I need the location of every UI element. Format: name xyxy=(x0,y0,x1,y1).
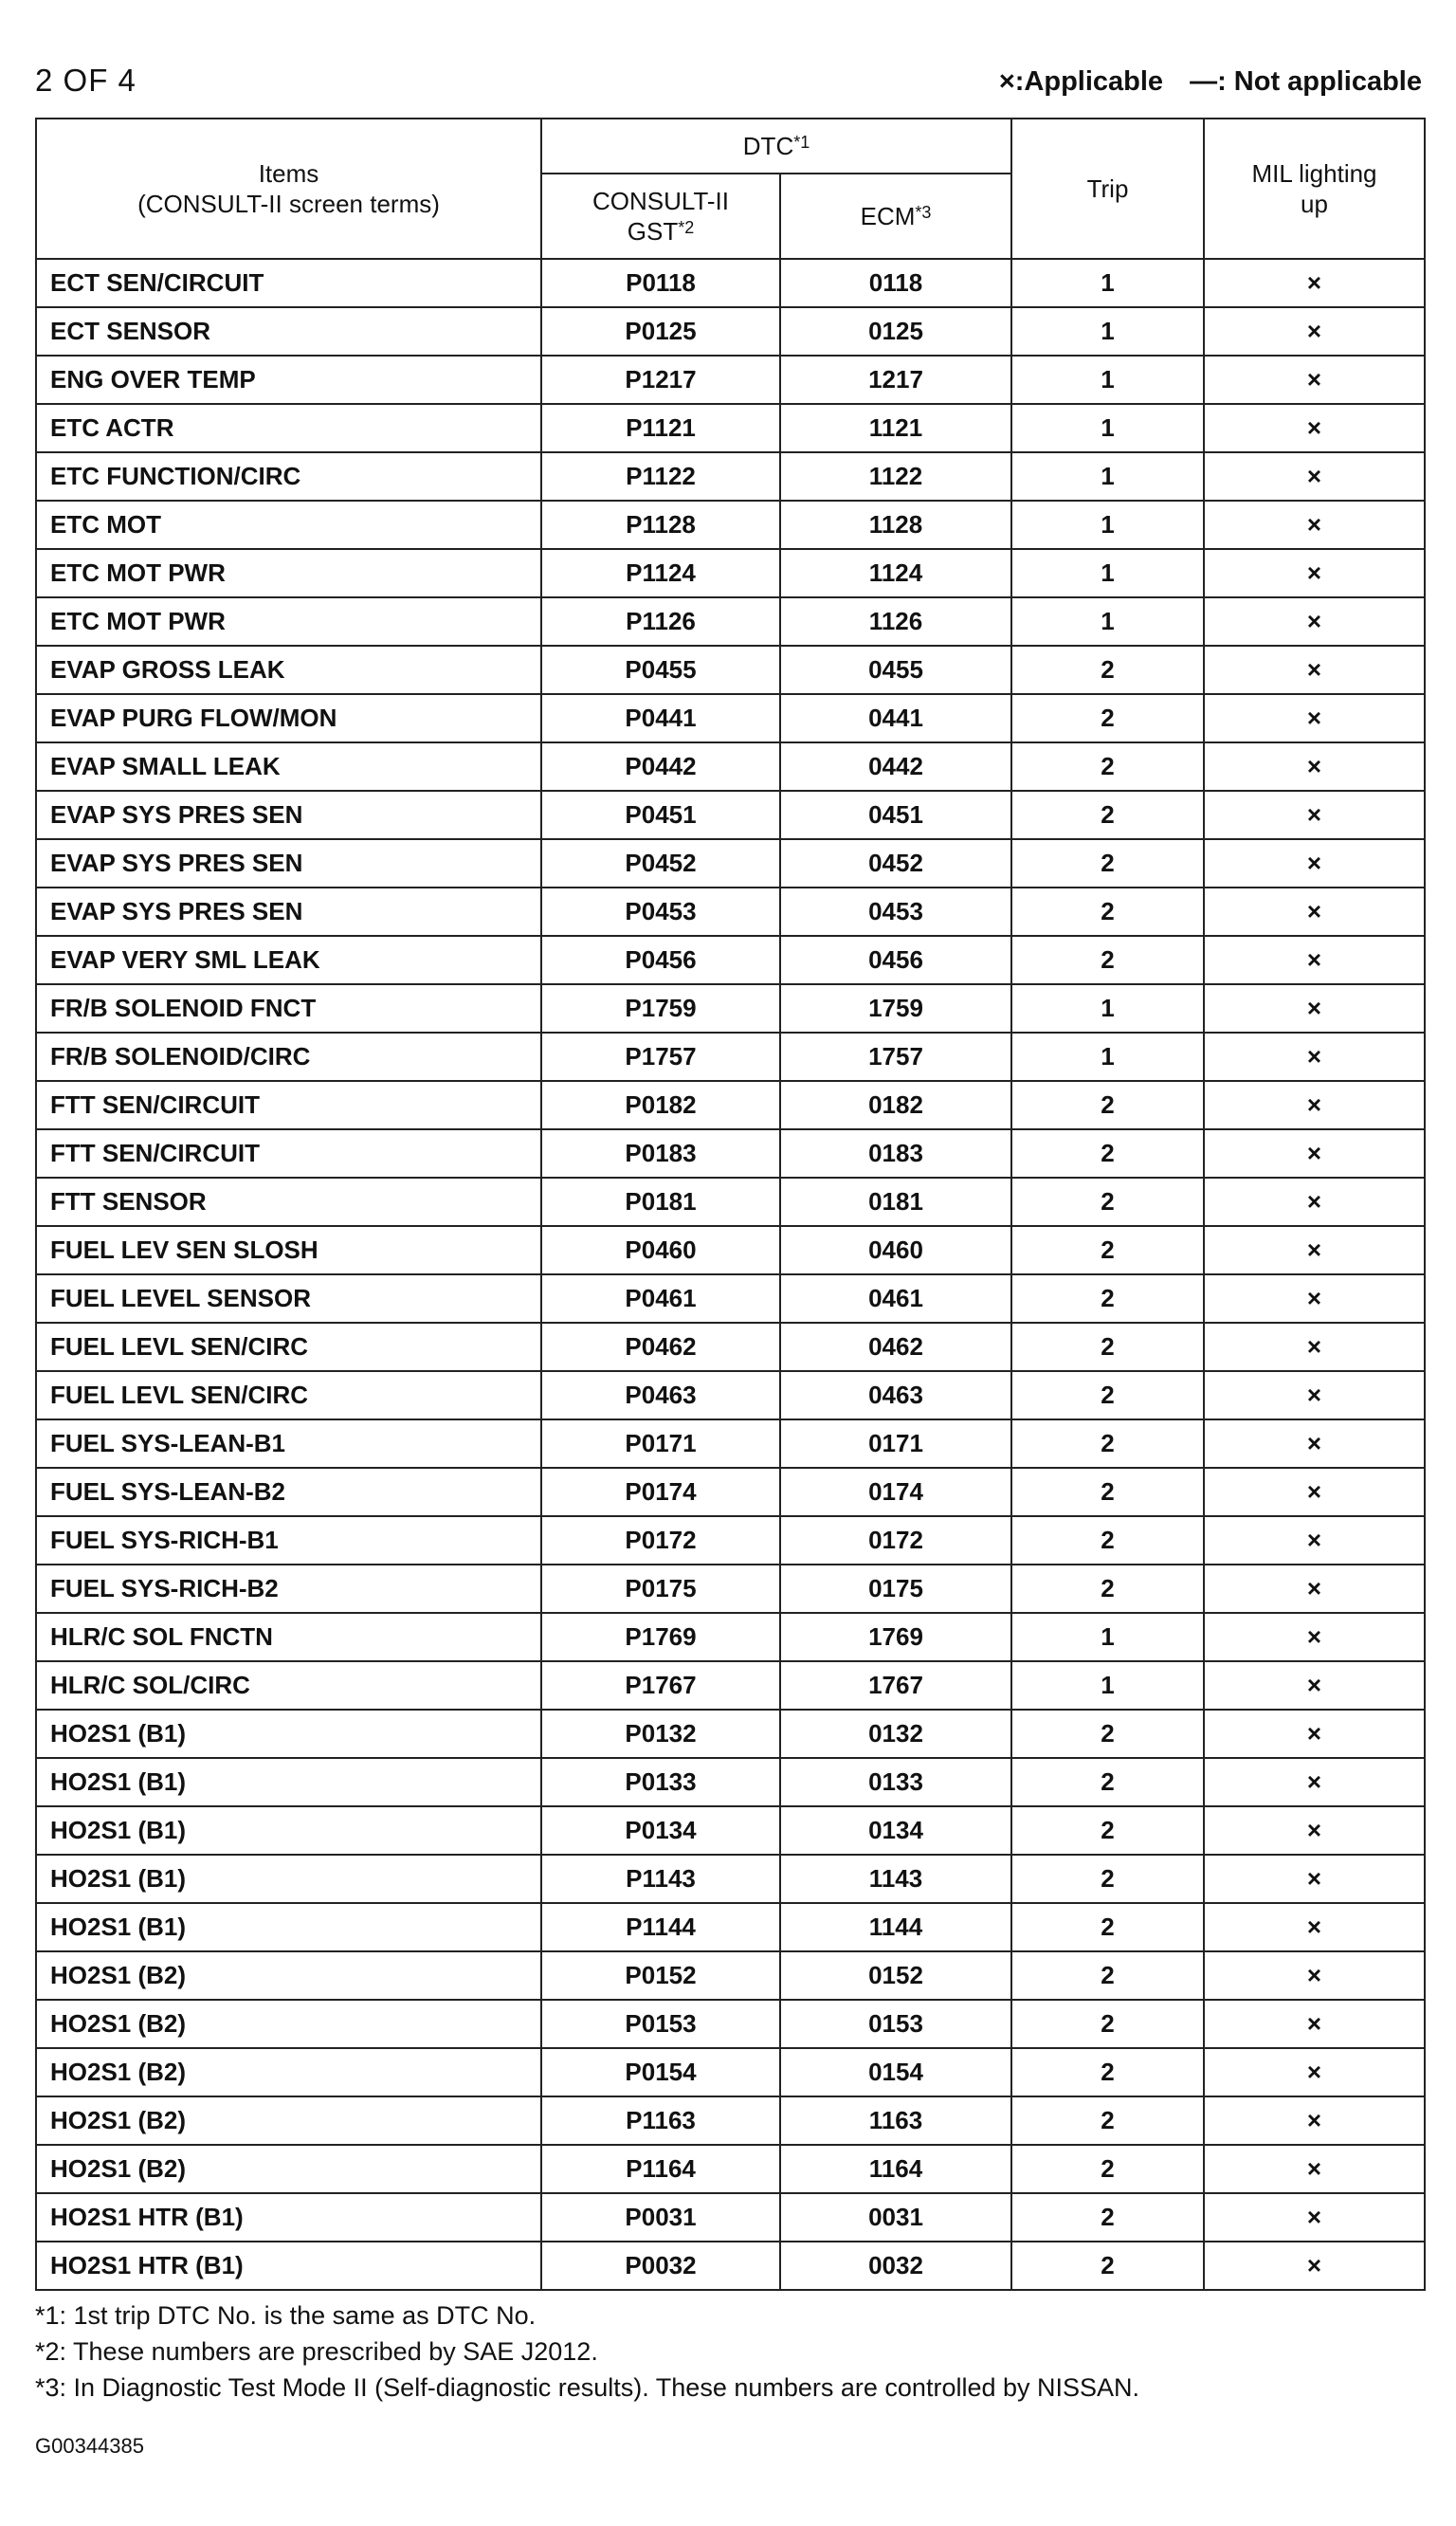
item-cell: HO2S1 (B1) xyxy=(36,1806,541,1855)
table-row xyxy=(36,646,1425,694)
trip-cell: 2 xyxy=(1011,2000,1204,2048)
item-cell: FUEL SYS-LEAN-B1 xyxy=(36,1419,541,1468)
header-ecm-label: ECM xyxy=(860,202,916,230)
mil-cell: × xyxy=(1204,1903,1425,1951)
trip-cell: 1 xyxy=(1011,984,1204,1033)
item-cell: HO2S1 (B1) xyxy=(36,1855,541,1903)
mil-cell: × xyxy=(1204,888,1425,936)
footnote-1: *1: 1st trip DTC No. is the same as DTC No. xyxy=(35,2301,537,2330)
consult-gst-cell: P0132 xyxy=(541,1710,780,1758)
item-cell: HO2S1 (B1) xyxy=(36,1758,541,1806)
trip-cell: 1 xyxy=(1011,549,1204,597)
consult-gst-cell: P0125 xyxy=(541,307,780,356)
mil-cell: × xyxy=(1204,694,1425,742)
ecm-cell: 0152 xyxy=(780,1951,1011,2000)
table-row xyxy=(36,2242,1425,2290)
table-row xyxy=(36,1129,1425,1178)
consult-gst-cell: P0456 xyxy=(541,936,780,984)
mil-cell: × xyxy=(1204,1661,1425,1710)
table-row xyxy=(36,1081,1425,1129)
item-cell: HO2S1 HTR (B1) xyxy=(36,2242,541,2290)
consult-gst-cell: P0452 xyxy=(541,839,780,888)
trip-cell: 2 xyxy=(1011,2048,1204,2096)
table-row xyxy=(36,404,1425,452)
trip-cell: 2 xyxy=(1011,839,1204,888)
legend xyxy=(999,66,1422,98)
item-cell: HO2S1 (B1) xyxy=(36,1903,541,1951)
mil-cell: × xyxy=(1204,1371,1425,1419)
consult-gst-cell: P0182 xyxy=(541,1081,780,1129)
item-cell: FR/B SOLENOID FNCT xyxy=(36,984,541,1033)
trip-cell: 2 xyxy=(1011,2145,1204,2193)
item-cell: FUEL LEVL SEN/CIRC xyxy=(36,1323,541,1371)
ecm-cell: 1164 xyxy=(780,2145,1011,2193)
consult-gst-cell: P1144 xyxy=(541,1903,780,1951)
trip-cell: 2 xyxy=(1011,1516,1204,1565)
trip-cell: 1 xyxy=(1011,404,1204,452)
footnotes xyxy=(35,2297,1139,2406)
table-row xyxy=(36,2048,1425,2096)
mil-cell: × xyxy=(1204,2242,1425,2290)
dtc-table xyxy=(35,118,1426,2291)
mil-cell: × xyxy=(1204,1468,1425,1516)
mil-cell: × xyxy=(1204,404,1425,452)
ecm-cell: 0452 xyxy=(780,839,1011,888)
trip-cell: 2 xyxy=(1011,1565,1204,1613)
item-cell: HO2S1 (B2) xyxy=(36,2000,541,2048)
mil-cell: × xyxy=(1204,984,1425,1033)
item-cell: EVAP SYS PRES SEN xyxy=(36,791,541,839)
table-row xyxy=(36,2000,1425,2048)
consult-gst-cell: P0460 xyxy=(541,1226,780,1274)
ecm-cell: 0441 xyxy=(780,694,1011,742)
item-cell: EVAP SMALL LEAK xyxy=(36,742,541,791)
footnote-3: *3: In Diagnostic Test Mode II (Self-diagnostic results). These numbers are controlled by NISSAN. xyxy=(35,2373,1140,2402)
trip-cell: 2 xyxy=(1011,1226,1204,1274)
ecm-cell: 0451 xyxy=(780,791,1011,839)
mil-cell: × xyxy=(1204,791,1425,839)
trip-cell: 2 xyxy=(1011,1274,1204,1323)
ecm-cell: 0453 xyxy=(780,888,1011,936)
consult-gst-cell: P0442 xyxy=(541,742,780,791)
table-row xyxy=(36,1419,1425,1468)
table-row xyxy=(36,839,1425,888)
trip-cell: 2 xyxy=(1011,1855,1204,1903)
header-trip: Trip xyxy=(1011,119,1204,259)
consult-gst-cell: P0441 xyxy=(541,694,780,742)
consult-gst-cell: P1121 xyxy=(541,404,780,452)
table-row xyxy=(36,2096,1425,2145)
mil-cell: × xyxy=(1204,549,1425,597)
item-cell: ECT SEN/CIRCUIT xyxy=(36,259,541,307)
item-cell: FR/B SOLENOID/CIRC xyxy=(36,1033,541,1081)
ecm-cell: 1767 xyxy=(780,1661,1011,1710)
item-cell: FTT SEN/CIRCUIT xyxy=(36,1081,541,1129)
ecm-cell: 0154 xyxy=(780,2048,1011,2096)
trip-cell: 1 xyxy=(1011,597,1204,646)
consult-gst-cell: P0032 xyxy=(541,2242,780,2290)
item-cell: ENG OVER TEMP xyxy=(36,356,541,404)
mil-cell: × xyxy=(1204,1565,1425,1613)
ecm-cell: 0174 xyxy=(780,1468,1011,1516)
item-cell: EVAP VERY SML LEAK xyxy=(36,936,541,984)
table-row xyxy=(36,1855,1425,1903)
header-dtc xyxy=(541,119,1011,174)
consult-gst-cell: P0463 xyxy=(541,1371,780,1419)
trip-cell: 2 xyxy=(1011,1710,1204,1758)
item-cell: FUEL SYS-RICH-B2 xyxy=(36,1565,541,1613)
consult-gst-cell: P0183 xyxy=(541,1129,780,1178)
ecm-cell: 1124 xyxy=(780,549,1011,597)
header-ecm xyxy=(780,174,1011,259)
consult-gst-cell: P1757 xyxy=(541,1033,780,1081)
mil-cell: × xyxy=(1204,2096,1425,2145)
header-dtc-label: DTC xyxy=(742,132,794,160)
trip-cell: 1 xyxy=(1011,1613,1204,1661)
mil-cell: × xyxy=(1204,1710,1425,1758)
mil-cell: × xyxy=(1204,1033,1425,1081)
header-ecm-footnote-mark: *3 xyxy=(915,203,932,222)
mil-cell: × xyxy=(1204,501,1425,549)
mil-cell: × xyxy=(1204,646,1425,694)
table-row xyxy=(36,1274,1425,1323)
consult-gst-cell: P1217 xyxy=(541,356,780,404)
table-row xyxy=(36,1565,1425,1613)
trip-cell: 2 xyxy=(1011,1129,1204,1178)
item-cell: HO2S1 HTR (B1) xyxy=(36,2193,541,2242)
ecm-cell: 0462 xyxy=(780,1323,1011,1371)
table-row xyxy=(36,501,1425,549)
ecm-cell: 1217 xyxy=(780,356,1011,404)
item-cell: FUEL LEVEL SENSOR xyxy=(36,1274,541,1323)
consult-gst-cell: P1143 xyxy=(541,1855,780,1903)
ecm-cell: 0132 xyxy=(780,1710,1011,1758)
consult-gst-cell: P0174 xyxy=(541,1468,780,1516)
mil-cell: × xyxy=(1204,2048,1425,2096)
ecm-cell: 1144 xyxy=(780,1903,1011,1951)
table-row xyxy=(36,1903,1425,1951)
page-header xyxy=(35,63,1422,101)
trip-cell: 2 xyxy=(1011,1951,1204,2000)
ecm-cell: 0133 xyxy=(780,1758,1011,1806)
trip-cell: 1 xyxy=(1011,356,1204,404)
item-cell: ETC MOT PWR xyxy=(36,549,541,597)
trip-cell: 1 xyxy=(1011,307,1204,356)
table-row xyxy=(36,1661,1425,1710)
trip-cell: 2 xyxy=(1011,694,1204,742)
table-row xyxy=(36,1758,1425,1806)
consult-gst-cell: P1126 xyxy=(541,597,780,646)
consult-gst-cell: P1769 xyxy=(541,1613,780,1661)
trip-cell: 2 xyxy=(1011,742,1204,791)
table-row xyxy=(36,1710,1425,1758)
item-cell: ETC MOT xyxy=(36,501,541,549)
ecm-cell: 1143 xyxy=(780,1855,1011,1903)
consult-gst-cell: P1164 xyxy=(541,2145,780,2193)
mil-cell: × xyxy=(1204,1274,1425,1323)
item-cell: HO2S1 (B2) xyxy=(36,2096,541,2145)
table-row xyxy=(36,791,1425,839)
mil-cell: × xyxy=(1204,2145,1425,2193)
trip-cell: 2 xyxy=(1011,2242,1204,2290)
ecm-cell: 0153 xyxy=(780,2000,1011,2048)
item-cell: HLR/C SOL FNCTN xyxy=(36,1613,541,1661)
consult-gst-cell: P0133 xyxy=(541,1758,780,1806)
table-row xyxy=(36,2145,1425,2193)
consult-gst-cell: P0451 xyxy=(541,791,780,839)
ecm-cell: 0171 xyxy=(780,1419,1011,1468)
table-row xyxy=(36,1468,1425,1516)
table-row xyxy=(36,1371,1425,1419)
header-dtc-footnote-mark: *1 xyxy=(793,133,810,152)
table-row xyxy=(36,1951,1425,2000)
item-cell: EVAP SYS PRES SEN xyxy=(36,888,541,936)
table-row xyxy=(36,1226,1425,1274)
consult-gst-cell: P0181 xyxy=(541,1178,780,1226)
table-row xyxy=(36,984,1425,1033)
consult-gst-cell: P0171 xyxy=(541,1419,780,1468)
ecm-cell: 0461 xyxy=(780,1274,1011,1323)
trip-cell: 1 xyxy=(1011,1033,1204,1081)
ecm-cell: 0460 xyxy=(780,1226,1011,1274)
consult-gst-cell: P0031 xyxy=(541,2193,780,2242)
trip-cell: 2 xyxy=(1011,1081,1204,1129)
item-cell: ETC ACTR xyxy=(36,404,541,452)
ecm-cell: 0456 xyxy=(780,936,1011,984)
ecm-cell: 1759 xyxy=(780,984,1011,1033)
table-row xyxy=(36,1178,1425,1226)
ecm-cell: 1126 xyxy=(780,597,1011,646)
trip-cell: 2 xyxy=(1011,1468,1204,1516)
mil-cell: × xyxy=(1204,2193,1425,2242)
trip-cell: 2 xyxy=(1011,1419,1204,1468)
ecm-cell: 0134 xyxy=(780,1806,1011,1855)
item-cell: EVAP GROSS LEAK xyxy=(36,646,541,694)
item-cell: FTT SEN/CIRCUIT xyxy=(36,1129,541,1178)
item-cell: FTT SENSOR xyxy=(36,1178,541,1226)
item-cell: EVAP SYS PRES SEN xyxy=(36,839,541,888)
consult-gst-cell: P0462 xyxy=(541,1323,780,1371)
item-cell: HO2S1 (B1) xyxy=(36,1710,541,1758)
header-mil: MIL lighting up xyxy=(1204,119,1425,259)
item-cell: HO2S1 (B2) xyxy=(36,1951,541,2000)
consult-gst-cell: P0455 xyxy=(541,646,780,694)
item-cell: FUEL LEV SEN SLOSH xyxy=(36,1226,541,1274)
mil-cell: × xyxy=(1204,356,1425,404)
consult-gst-cell: P0118 xyxy=(541,259,780,307)
mil-cell: × xyxy=(1204,1323,1425,1371)
mil-cell: × xyxy=(1204,1951,1425,2000)
consult-gst-cell: P1759 xyxy=(541,984,780,1033)
table-row xyxy=(36,936,1425,984)
trip-cell: 2 xyxy=(1011,2193,1204,2242)
item-cell: FUEL LEVL SEN/CIRC xyxy=(36,1371,541,1419)
mil-cell: × xyxy=(1204,1516,1425,1565)
figure-id: G00344385 xyxy=(35,2434,144,2458)
trip-cell: 2 xyxy=(1011,936,1204,984)
table-row xyxy=(36,1806,1425,1855)
header-items xyxy=(36,119,541,259)
mil-cell: × xyxy=(1204,742,1425,791)
header-gst-label: GST xyxy=(627,217,679,246)
dtc-table-header xyxy=(36,119,1425,259)
consult-gst-cell: P0175 xyxy=(541,1565,780,1613)
mil-cell: × xyxy=(1204,1419,1425,1468)
legend-not-applicable: —: Not applicable xyxy=(1190,66,1422,97)
trip-cell: 2 xyxy=(1011,1371,1204,1419)
header-items-sublabel: (CONSULT-II screen terms) xyxy=(137,190,440,218)
mil-cell: × xyxy=(1204,2000,1425,2048)
table-row xyxy=(36,2193,1425,2242)
consult-gst-cell: P1767 xyxy=(541,1661,780,1710)
ecm-cell: 1128 xyxy=(780,501,1011,549)
consult-gst-cell: P1128 xyxy=(541,501,780,549)
ecm-cell: 0032 xyxy=(780,2242,1011,2290)
trip-cell: 1 xyxy=(1011,259,1204,307)
mil-cell: × xyxy=(1204,1226,1425,1274)
dtc-table-body xyxy=(36,259,1425,2290)
ecm-cell: 0125 xyxy=(780,307,1011,356)
ecm-cell: 0181 xyxy=(780,1178,1011,1226)
trip-cell: 2 xyxy=(1011,1903,1204,1951)
consult-gst-cell: P0152 xyxy=(541,1951,780,2000)
page-number: 2 OF 4 xyxy=(35,63,136,98)
item-cell: FUEL SYS-RICH-B1 xyxy=(36,1516,541,1565)
ecm-cell: 0463 xyxy=(780,1371,1011,1419)
header-consult-label: CONSULT-II xyxy=(592,187,729,215)
trip-cell: 2 xyxy=(1011,1806,1204,1855)
mil-cell: × xyxy=(1204,839,1425,888)
mil-cell: × xyxy=(1204,1806,1425,1855)
item-cell: FUEL SYS-LEAN-B2 xyxy=(36,1468,541,1516)
trip-cell: 2 xyxy=(1011,1758,1204,1806)
ecm-cell: 0175 xyxy=(780,1565,1011,1613)
trip-cell: 2 xyxy=(1011,888,1204,936)
mil-cell: × xyxy=(1204,1178,1425,1226)
consult-gst-cell: P1122 xyxy=(541,452,780,501)
consult-gst-cell: P0172 xyxy=(541,1516,780,1565)
table-row xyxy=(36,742,1425,791)
consult-gst-cell: P0134 xyxy=(541,1806,780,1855)
mil-cell: × xyxy=(1204,1613,1425,1661)
ecm-cell: 0182 xyxy=(780,1081,1011,1129)
table-row xyxy=(36,1323,1425,1371)
ecm-cell: 1769 xyxy=(780,1613,1011,1661)
trip-cell: 2 xyxy=(1011,791,1204,839)
table-row xyxy=(36,597,1425,646)
header-items-label: Items xyxy=(258,159,319,188)
consult-gst-cell: P0461 xyxy=(541,1274,780,1323)
mil-cell: × xyxy=(1204,597,1425,646)
mil-cell: × xyxy=(1204,936,1425,984)
consult-gst-cell: P0453 xyxy=(541,888,780,936)
trip-cell: 2 xyxy=(1011,2096,1204,2145)
consult-gst-cell: P0153 xyxy=(541,2000,780,2048)
ecm-cell: 1121 xyxy=(780,404,1011,452)
table-row xyxy=(36,452,1425,501)
table-row xyxy=(36,1033,1425,1081)
ecm-cell: 0455 xyxy=(780,646,1011,694)
table-row xyxy=(36,694,1425,742)
trip-cell: 1 xyxy=(1011,501,1204,549)
ecm-cell: 1757 xyxy=(780,1033,1011,1081)
mil-cell: × xyxy=(1204,1758,1425,1806)
mil-cell: × xyxy=(1204,1855,1425,1903)
mil-cell: × xyxy=(1204,1129,1425,1178)
trip-cell: 2 xyxy=(1011,646,1204,694)
table-row xyxy=(36,1516,1425,1565)
consult-gst-cell: P1124 xyxy=(541,549,780,597)
consult-gst-cell: P0154 xyxy=(541,2048,780,2096)
item-cell: ETC MOT PWR xyxy=(36,597,541,646)
item-cell: EVAP PURG FLOW/MON xyxy=(36,694,541,742)
table-row xyxy=(36,259,1425,307)
ecm-cell: 1163 xyxy=(780,2096,1011,2145)
trip-cell: 2 xyxy=(1011,1178,1204,1226)
item-cell: HLR/C SOL/CIRC xyxy=(36,1661,541,1710)
ecm-cell: 0442 xyxy=(780,742,1011,791)
item-cell: ECT SENSOR xyxy=(36,307,541,356)
mil-cell: × xyxy=(1204,452,1425,501)
item-cell: ETC FUNCTION/CIRC xyxy=(36,452,541,501)
ecm-cell: 0118 xyxy=(780,259,1011,307)
ecm-cell: 0172 xyxy=(780,1516,1011,1565)
trip-cell: 2 xyxy=(1011,1323,1204,1371)
trip-cell: 1 xyxy=(1011,1661,1204,1710)
consult-gst-cell: P1163 xyxy=(541,2096,780,2145)
mil-cell: × xyxy=(1204,259,1425,307)
footnote-2: *2: These numbers are prescribed by SAE J2012. xyxy=(35,2337,598,2366)
mil-cell: × xyxy=(1204,307,1425,356)
item-cell: HO2S1 (B2) xyxy=(36,2145,541,2193)
mil-cell: × xyxy=(1204,1081,1425,1129)
table-row xyxy=(36,1613,1425,1661)
legend-applicable: ×:Applicable xyxy=(998,66,1164,97)
trip-cell: 1 xyxy=(1011,452,1204,501)
table-row xyxy=(36,307,1425,356)
ecm-cell: 1122 xyxy=(780,452,1011,501)
header-consult-gst xyxy=(541,174,780,259)
header-gst-footnote-mark: *2 xyxy=(678,218,695,237)
ecm-cell: 0031 xyxy=(780,2193,1011,2242)
table-row xyxy=(36,356,1425,404)
table-row xyxy=(36,549,1425,597)
item-cell: HO2S1 (B2) xyxy=(36,2048,541,2096)
ecm-cell: 0183 xyxy=(780,1129,1011,1178)
table-row xyxy=(36,888,1425,936)
